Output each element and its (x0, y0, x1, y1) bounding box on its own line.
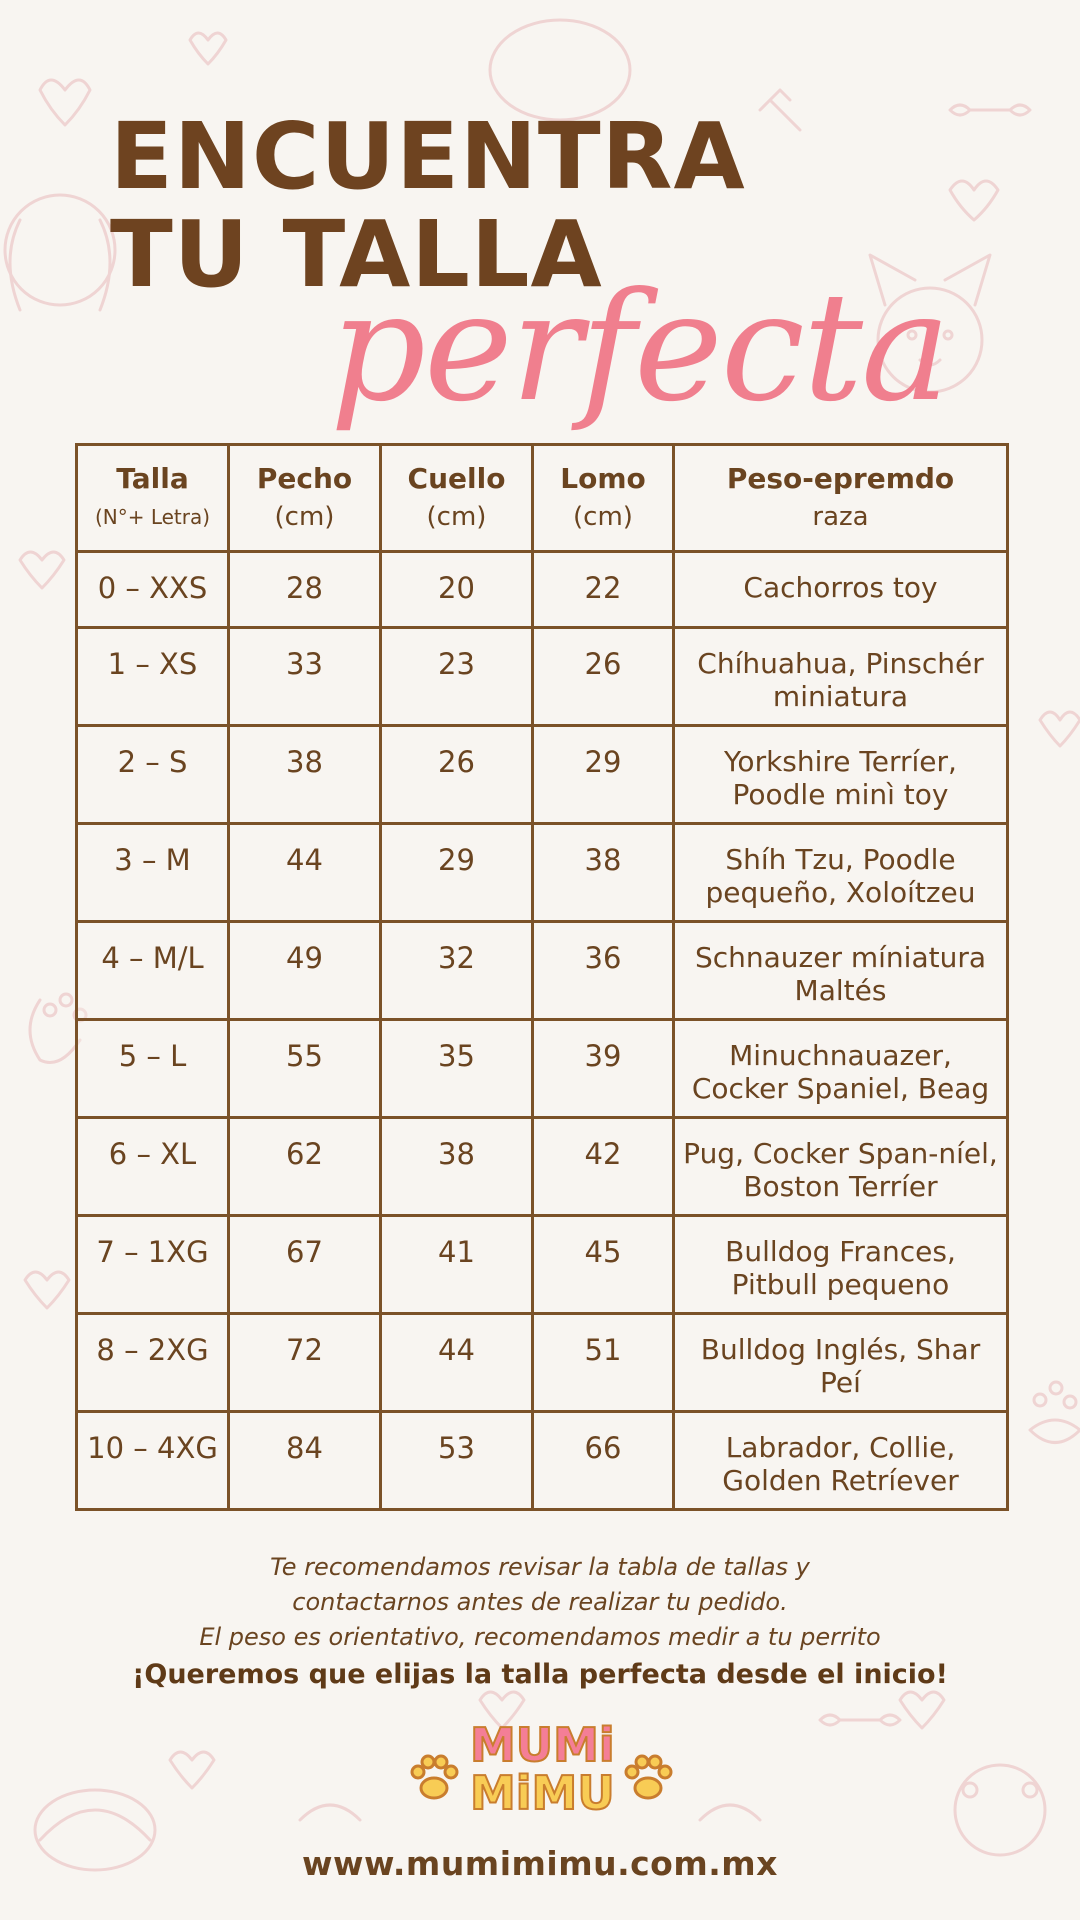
header-sub: raza (812, 502, 869, 532)
title-script-word: perfecta (330, 261, 949, 435)
size-table (75, 443, 1009, 1511)
cell-chest: 44 (229, 824, 381, 922)
header-label: Cuello (407, 462, 506, 495)
cell-chest: 28 (229, 552, 381, 628)
header-size (77, 445, 229, 552)
header-neck (381, 445, 533, 552)
note-highlight: ¡Queremos que elijas la talla perfecta desde el inicio! (132, 1659, 948, 1690)
cell-back: 29 (533, 726, 674, 824)
cell-size: 5 – L (77, 1020, 229, 1118)
note-line-2: contactarnos antes de realizar tu pedido. (292, 1588, 788, 1616)
cell-back: 66 (533, 1412, 674, 1510)
header-sub: (cm) (573, 502, 633, 532)
cell-chest: 33 (229, 628, 381, 726)
cell-back: 26 (533, 628, 674, 726)
cell-breed: Minuchnauazer, Cocker Spaniel, Beag (674, 1020, 1008, 1118)
cell-neck: 53 (381, 1412, 533, 1510)
table-row (77, 824, 1008, 922)
cell-neck: 35 (381, 1020, 533, 1118)
title-line-2: TU TALLA (110, 201, 603, 308)
cell-back: 42 (533, 1118, 674, 1216)
header-sub: (cm) (426, 502, 487, 532)
table-row (77, 1216, 1008, 1314)
cell-size: 4 – M/L (77, 922, 229, 1020)
header-label: Peso-epremdo (726, 462, 955, 495)
paw-icon (404, 1748, 464, 1808)
cell-chest: 55 (229, 1020, 381, 1118)
cell-size: 8 – 2XG (77, 1314, 229, 1412)
cell-breed: Labrador, Collie, Golden Retríever (674, 1412, 1008, 1510)
cell-size: 3 – M (77, 824, 229, 922)
table-row (77, 922, 1008, 1020)
cell-breed: Bulldog Frances, Pitbull pequeno (674, 1216, 1008, 1314)
cell-breed: Bulldog Inglés, Shar Peí (674, 1314, 1008, 1412)
cell-neck: 32 (381, 922, 533, 1020)
cell-chest: 67 (229, 1216, 381, 1314)
paw-icon (618, 1748, 678, 1808)
header-label: Pecho (256, 462, 353, 495)
cell-breed: Schnauzer míniatura Maltés (674, 922, 1008, 1020)
cell-chest: 38 (229, 726, 381, 824)
cell-back: 36 (533, 922, 674, 1020)
brand-logo (400, 1718, 680, 1828)
header-chest (229, 445, 381, 552)
table-header-row (77, 445, 1008, 552)
cell-back: 51 (533, 1314, 674, 1412)
cell-chest: 84 (229, 1412, 381, 1510)
header-label: Lomo (560, 462, 646, 495)
table-row (77, 1412, 1008, 1510)
title-line-1: ENCUENTRA (110, 103, 746, 210)
header-sub: (N°+ Letra) (94, 505, 211, 529)
cell-size: 0 – XXS (77, 552, 229, 628)
table-row (77, 1118, 1008, 1216)
cell-neck: 41 (381, 1216, 533, 1314)
cell-breed: Cachorros toy (674, 552, 1008, 628)
logo-line-1: MUMi (470, 1718, 615, 1772)
header-sub: (cm) (274, 502, 335, 532)
cell-back: 38 (533, 824, 674, 922)
cell-neck: 38 (381, 1118, 533, 1216)
website-link[interactable]: www.mumimimu.com.mx (302, 1844, 778, 1883)
cell-back: 22 (533, 552, 674, 628)
cell-size: 10 – 4XG (77, 1412, 229, 1510)
cell-size: 6 – XL (77, 1118, 229, 1216)
cell-chest: 62 (229, 1118, 381, 1216)
header-label: Talla (116, 462, 189, 495)
cell-chest: 49 (229, 922, 381, 1020)
recommendation-notes (0, 1550, 1080, 1693)
note-line-3: El peso es orientativo, recomendamos medir a tu perrito (199, 1623, 881, 1651)
cell-back: 39 (533, 1020, 674, 1118)
cell-breed: Shíh Tzu, Poodle pequeño, Xoloítzeu (674, 824, 1008, 922)
cell-size: 1 – XS (77, 628, 229, 726)
cell-back: 45 (533, 1216, 674, 1314)
cell-neck: 20 (381, 552, 533, 628)
header-breed (674, 445, 1008, 552)
table-row (77, 726, 1008, 824)
table-row (77, 1020, 1008, 1118)
cell-size: 2 – S (77, 726, 229, 824)
cell-breed: Pug, Cocker Span-níel, Boston Terríer (674, 1118, 1008, 1216)
cell-breed: Chíhuahua, Pinschér miniatura (674, 628, 1008, 726)
table-row (77, 628, 1008, 726)
cell-neck: 29 (381, 824, 533, 922)
cell-neck: 44 (381, 1314, 533, 1412)
note-line-1: Te recomendamos revisar la tabla de tallas y (270, 1553, 810, 1581)
cell-neck: 26 (381, 726, 533, 824)
logo-line-2: MiMU (470, 1766, 615, 1820)
cell-neck: 23 (381, 628, 533, 726)
cell-chest: 72 (229, 1314, 381, 1412)
header-back (533, 445, 674, 552)
cell-size: 7 – 1XG (77, 1216, 229, 1314)
table-row (77, 1314, 1008, 1412)
table-row (77, 552, 1008, 628)
cell-breed: Yorkshire Terríer, Poodle minì toy (674, 726, 1008, 824)
